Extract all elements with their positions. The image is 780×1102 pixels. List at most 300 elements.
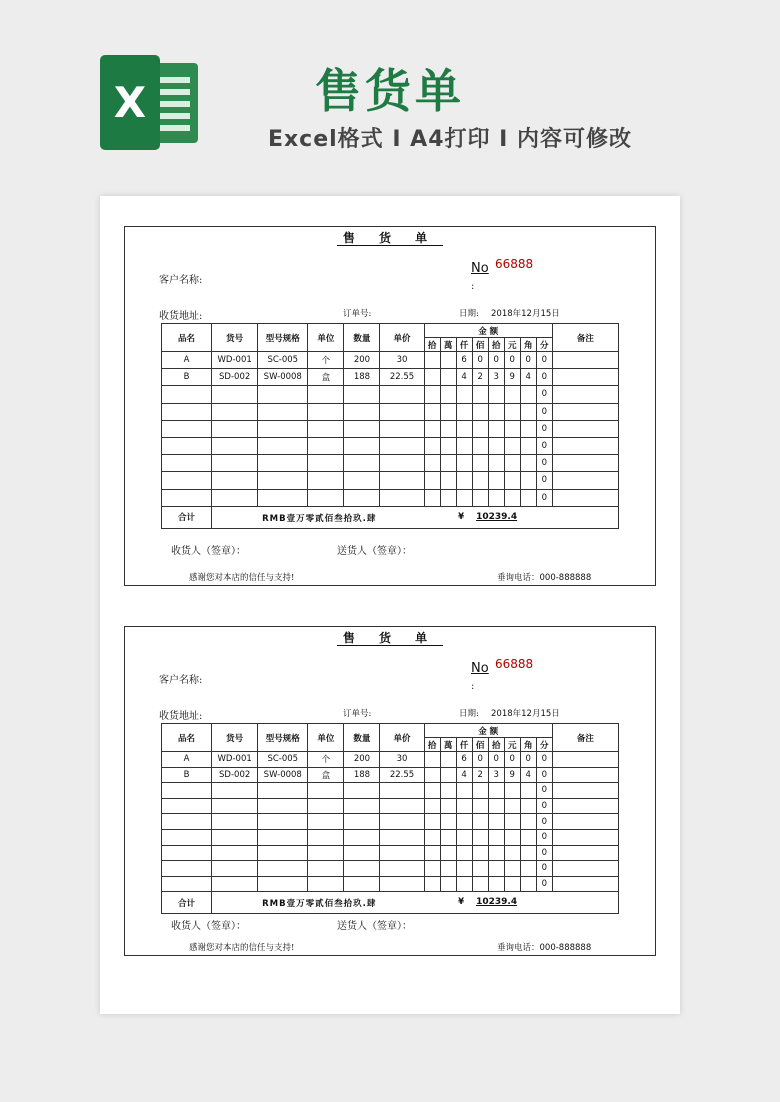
- cell-digit: [520, 876, 536, 892]
- cell-qty: [344, 437, 380, 454]
- cell-spec: [258, 437, 308, 454]
- cell-spec: [258, 861, 308, 877]
- total-label: 合计: [162, 892, 212, 914]
- sender-label: 送货人（签章）：: [337, 921, 412, 932]
- cell-name: A: [162, 752, 212, 768]
- cell-code: [212, 829, 258, 845]
- cell-code: [212, 845, 258, 861]
- yen-symbol: ¥: [458, 897, 465, 908]
- cell-digit: [488, 783, 504, 799]
- cell-digit: [456, 489, 472, 506]
- cell-digit: [440, 845, 456, 861]
- amount-digit-header: 分: [536, 338, 552, 352]
- cell-name: [162, 829, 212, 845]
- cell-digit: [504, 829, 520, 845]
- cell-digit: [424, 489, 440, 506]
- total-number: 10239.4: [476, 897, 518, 908]
- cell-digit: [456, 420, 472, 437]
- cell-qty: [344, 783, 380, 799]
- cell-remarks: [552, 876, 618, 892]
- cell-digit: [488, 876, 504, 892]
- table-row: [162, 861, 619, 877]
- cell-remarks: [552, 489, 618, 506]
- cell-spec: [258, 798, 308, 814]
- cell-digit: [520, 861, 536, 877]
- cell-digit: [472, 403, 488, 420]
- cell-spec: [258, 876, 308, 892]
- cell-price: [380, 420, 424, 437]
- amount-digit-header: 拾: [424, 338, 440, 352]
- cell-digit: [504, 876, 520, 892]
- cell-digit: [488, 386, 504, 403]
- cell-price: [380, 489, 424, 506]
- cell-digit: 0: [536, 437, 552, 454]
- cell-digit: [520, 489, 536, 506]
- cell-digit: [440, 369, 456, 386]
- date-label: 日期:: [459, 709, 479, 719]
- cell-digit: [424, 437, 440, 454]
- cell-unit: 个: [308, 752, 344, 768]
- cell-digit: [424, 876, 440, 892]
- cell-digit: [504, 472, 520, 489]
- cell-digit: 0: [536, 489, 552, 506]
- table-row: [162, 455, 619, 472]
- cell-digit: 4: [456, 369, 472, 386]
- cell-spec: [258, 814, 308, 830]
- cell-price: [380, 861, 424, 877]
- cell-digit: 9: [504, 369, 520, 386]
- amount-digit-header: 萬: [440, 738, 456, 752]
- receiver-label: 收货人（签章）：: [171, 546, 246, 557]
- cell-digit: [440, 814, 456, 830]
- cell-digit: [472, 489, 488, 506]
- cell-digit: [440, 783, 456, 799]
- cell-price: [380, 437, 424, 454]
- cell-digit: 0: [536, 369, 552, 386]
- cell-qty: [344, 798, 380, 814]
- cell-spec: [258, 829, 308, 845]
- cell-digit: 0: [472, 352, 488, 369]
- cell-digit: [520, 829, 536, 845]
- amount-digit-header: 角: [520, 738, 536, 752]
- cell-unit: [308, 437, 344, 454]
- cell-unit: [308, 455, 344, 472]
- cell-remarks: [552, 403, 618, 420]
- table-row: [162, 420, 619, 437]
- cell-digit: [456, 829, 472, 845]
- hotline-text: 垂询电话：000-888888: [497, 573, 592, 583]
- column-header: 货号: [212, 324, 258, 352]
- cell-code: WD-001: [212, 752, 258, 768]
- table-row: [162, 386, 619, 403]
- cell-unit: [308, 783, 344, 799]
- cell-digit: [424, 455, 440, 472]
- cell-digit: [504, 489, 520, 506]
- cell-name: [162, 455, 212, 472]
- date-label: 日期:: [459, 309, 479, 319]
- cell-digit: [488, 489, 504, 506]
- cell-qty: 188: [344, 369, 380, 386]
- table-row: [162, 798, 619, 814]
- cell-remarks: [552, 783, 618, 799]
- cell-name: [162, 876, 212, 892]
- cell-name: [162, 403, 212, 420]
- goods-table: [161, 723, 619, 914]
- cell-digit: [520, 455, 536, 472]
- number-label: No: [471, 661, 489, 676]
- cell-digit: [440, 420, 456, 437]
- table-row: [162, 829, 619, 845]
- cell-price: 22.55: [380, 767, 424, 783]
- total-label: 合计: [162, 506, 212, 528]
- order-label: 订单号:: [343, 709, 372, 719]
- logo-letter: X: [100, 55, 160, 150]
- cell-digit: [504, 403, 520, 420]
- cell-spec: [258, 472, 308, 489]
- date-value: 2018年12月15日: [491, 309, 560, 319]
- cell-digit: [520, 814, 536, 830]
- cell-remarks: [552, 386, 618, 403]
- table-row: [162, 814, 619, 830]
- cell-price: [380, 386, 424, 403]
- cell-digit: [472, 814, 488, 830]
- cell-digit: 4: [520, 369, 536, 386]
- cell-code: [212, 489, 258, 506]
- total-chinese: RMB壹万零贰佰叁拾玖.肆: [262, 513, 377, 524]
- number-colon: :: [471, 281, 475, 292]
- order-number: 66888: [495, 657, 534, 671]
- table-row: [162, 489, 619, 506]
- cell-digit: [504, 455, 520, 472]
- cell-digit: 0: [536, 783, 552, 799]
- cell-digit: 0: [536, 876, 552, 892]
- cell-digit: [472, 472, 488, 489]
- cell-spec: SC-005: [258, 752, 308, 768]
- cell-qty: 188: [344, 767, 380, 783]
- cell-digit: [488, 814, 504, 830]
- table-row: [162, 352, 619, 369]
- cell-digit: [440, 352, 456, 369]
- cell-price: 22.55: [380, 369, 424, 386]
- goods-table: [161, 323, 619, 529]
- cell-remarks: [552, 845, 618, 861]
- cell-digit: [488, 845, 504, 861]
- cell-digit: 2: [472, 767, 488, 783]
- cell-spec: [258, 455, 308, 472]
- cell-digit: [472, 876, 488, 892]
- table-row: [162, 767, 619, 783]
- cell-name: [162, 472, 212, 489]
- cell-digit: [472, 829, 488, 845]
- cell-spec: [258, 386, 308, 403]
- cell-remarks: [552, 767, 618, 783]
- column-header: 单价: [380, 724, 424, 752]
- cell-digit: [520, 845, 536, 861]
- cell-price: [380, 455, 424, 472]
- cell-remarks: [552, 829, 618, 845]
- cell-digit: [504, 798, 520, 814]
- cell-digit: 0: [488, 752, 504, 768]
- cell-digit: [440, 489, 456, 506]
- cell-digit: [472, 437, 488, 454]
- cell-code: SD-002: [212, 767, 258, 783]
- cell-digit: [456, 876, 472, 892]
- cell-digit: [424, 861, 440, 877]
- table-row: [162, 369, 619, 386]
- cell-unit: [308, 420, 344, 437]
- thanks-text: 感谢您对本店的信任与支持!: [189, 943, 295, 953]
- cell-digit: [424, 798, 440, 814]
- total-amount-cell: [212, 506, 619, 528]
- amount-digit-header: 拾: [424, 738, 440, 752]
- cell-digit: 0: [536, 814, 552, 830]
- cell-digit: [520, 472, 536, 489]
- cell-name: B: [162, 369, 212, 386]
- cell-qty: [344, 455, 380, 472]
- column-header: 单位: [308, 724, 344, 752]
- cell-digit: [472, 783, 488, 799]
- amount-digit-header: 拾: [488, 738, 504, 752]
- address-label: 收货地址:: [159, 711, 203, 722]
- cell-digit: [456, 845, 472, 861]
- cell-digit: [440, 472, 456, 489]
- number-label: No: [471, 261, 489, 276]
- cell-digit: [520, 386, 536, 403]
- address-label: 收货地址:: [159, 311, 203, 322]
- cell-digit: [488, 798, 504, 814]
- cell-digit: 0: [520, 352, 536, 369]
- column-header: 货号: [212, 724, 258, 752]
- table-row: [162, 752, 619, 768]
- column-header: 品名: [162, 324, 212, 352]
- cell-digit: 2: [472, 369, 488, 386]
- column-header: 品名: [162, 724, 212, 752]
- cell-spec: [258, 783, 308, 799]
- cell-price: [380, 783, 424, 799]
- cell-unit: 盒: [308, 369, 344, 386]
- cell-qty: 200: [344, 752, 380, 768]
- order-number: 66888: [495, 257, 534, 271]
- cell-spec: [258, 845, 308, 861]
- cell-remarks: [552, 814, 618, 830]
- sales-form: [124, 226, 656, 586]
- date-value: 2018年12月15日: [491, 709, 560, 719]
- customer-label: 客户名称:: [159, 675, 203, 686]
- table-row: [162, 783, 619, 799]
- cell-unit: [308, 876, 344, 892]
- cell-digit: [440, 876, 456, 892]
- column-header: 单位: [308, 324, 344, 352]
- cell-digit: [440, 403, 456, 420]
- cell-qty: 200: [344, 352, 380, 369]
- cell-name: B: [162, 767, 212, 783]
- cell-digit: [440, 437, 456, 454]
- column-header: 数量: [344, 324, 380, 352]
- cell-digit: [424, 752, 440, 768]
- cell-digit: [424, 767, 440, 783]
- remarks-header: 备注: [552, 324, 618, 352]
- cell-spec: [258, 403, 308, 420]
- column-header: 型号规格: [258, 324, 308, 352]
- cell-digit: [424, 829, 440, 845]
- cell-spec: SW-0008: [258, 767, 308, 783]
- cell-unit: [308, 814, 344, 830]
- cell-digit: 3: [488, 369, 504, 386]
- page-title: 售货单: [315, 64, 465, 118]
- cell-digit: 0: [520, 752, 536, 768]
- cell-name: [162, 386, 212, 403]
- amount-digit-header: 萬: [440, 338, 456, 352]
- cell-price: [380, 472, 424, 489]
- cell-digit: [456, 814, 472, 830]
- cell-digit: 0: [536, 403, 552, 420]
- cell-digit: [504, 420, 520, 437]
- cell-digit: [424, 783, 440, 799]
- table-row: [162, 472, 619, 489]
- cell-remarks: [552, 455, 618, 472]
- receiver-label: 收货人（签章）：: [171, 921, 246, 932]
- cell-digit: [520, 798, 536, 814]
- cell-unit: [308, 798, 344, 814]
- cell-code: [212, 420, 258, 437]
- cell-name: [162, 489, 212, 506]
- cell-digit: 0: [488, 352, 504, 369]
- yen-symbol: ¥: [458, 511, 465, 522]
- cell-spec: [258, 420, 308, 437]
- total-number: 10239.4: [476, 511, 518, 522]
- cell-digit: [440, 798, 456, 814]
- cell-price: [380, 876, 424, 892]
- cell-digit: [456, 455, 472, 472]
- cell-digit: 0: [536, 767, 552, 783]
- cell-remarks: [552, 369, 618, 386]
- cell-digit: 6: [456, 752, 472, 768]
- table-row: [162, 876, 619, 892]
- cell-digit: [488, 403, 504, 420]
- cell-digit: [440, 861, 456, 877]
- amount-digit-header: 佰: [472, 338, 488, 352]
- cell-digit: [424, 369, 440, 386]
- cell-digit: 0: [536, 845, 552, 861]
- cell-qty: [344, 386, 380, 403]
- amount-digit-header: 分: [536, 738, 552, 752]
- cell-digit: [440, 752, 456, 768]
- table-row: [162, 845, 619, 861]
- cell-code: [212, 437, 258, 454]
- cell-digit: 0: [536, 472, 552, 489]
- cell-digit: [504, 437, 520, 454]
- customer-label: 客户名称:: [159, 275, 203, 286]
- sender-label: 送货人（签章）：: [337, 546, 412, 557]
- cell-digit: [424, 472, 440, 489]
- table-row: [162, 437, 619, 454]
- cell-digit: [504, 845, 520, 861]
- cell-qty: [344, 814, 380, 830]
- column-header: 单价: [380, 324, 424, 352]
- cell-remarks: [552, 352, 618, 369]
- cell-unit: [308, 472, 344, 489]
- cell-price: [380, 845, 424, 861]
- cell-digit: [504, 861, 520, 877]
- cell-code: [212, 783, 258, 799]
- cell-digit: [440, 829, 456, 845]
- cell-price: [380, 798, 424, 814]
- table-row: [162, 403, 619, 420]
- amount-digit-header: 元: [504, 338, 520, 352]
- cell-remarks: [552, 798, 618, 814]
- cell-remarks: [552, 437, 618, 454]
- cell-digit: 3: [488, 767, 504, 783]
- cell-digit: 0: [536, 455, 552, 472]
- cell-unit: [308, 861, 344, 877]
- cell-digit: [504, 783, 520, 799]
- cell-price: 30: [380, 352, 424, 369]
- cell-digit: [488, 829, 504, 845]
- cell-digit: 6: [456, 352, 472, 369]
- cell-digit: [456, 472, 472, 489]
- number-colon: :: [471, 681, 475, 692]
- cell-unit: [308, 845, 344, 861]
- cell-qty: [344, 420, 380, 437]
- cell-digit: [424, 814, 440, 830]
- cell-qty: [344, 489, 380, 506]
- cell-price: [380, 403, 424, 420]
- thanks-text: 感谢您对本店的信任与支持!: [189, 573, 295, 583]
- cell-digit: [472, 861, 488, 877]
- cell-digit: [520, 420, 536, 437]
- cell-price: [380, 814, 424, 830]
- cell-digit: [488, 420, 504, 437]
- cell-digit: 0: [536, 798, 552, 814]
- cell-code: [212, 455, 258, 472]
- cell-price: 30: [380, 752, 424, 768]
- total-chinese: RMB壹万零贰佰叁拾玖.肆: [262, 899, 377, 910]
- cell-digit: [472, 386, 488, 403]
- cell-digit: [456, 783, 472, 799]
- cell-digit: [488, 455, 504, 472]
- cell-name: [162, 420, 212, 437]
- cell-code: [212, 814, 258, 830]
- cell-remarks: [552, 861, 618, 877]
- cell-unit: [308, 829, 344, 845]
- cell-digit: [472, 845, 488, 861]
- cell-name: [162, 814, 212, 830]
- form-title: 售 货 单: [125, 629, 655, 646]
- cell-code: [212, 876, 258, 892]
- cell-digit: [456, 437, 472, 454]
- cell-name: [162, 845, 212, 861]
- cell-code: SD-002: [212, 369, 258, 386]
- cell-code: [212, 472, 258, 489]
- cell-digit: [472, 420, 488, 437]
- column-header: 型号规格: [258, 724, 308, 752]
- cell-digit: [472, 455, 488, 472]
- cell-digit: [472, 798, 488, 814]
- cell-unit: [308, 386, 344, 403]
- cell-qty: [344, 829, 380, 845]
- cell-unit: 个: [308, 352, 344, 369]
- cell-digit: [456, 403, 472, 420]
- cell-unit: 盒: [308, 767, 344, 783]
- cell-remarks: [552, 752, 618, 768]
- cell-digit: 9: [504, 767, 520, 783]
- cell-digit: [456, 386, 472, 403]
- amount-digit-header: 角: [520, 338, 536, 352]
- cell-qty: [344, 876, 380, 892]
- cell-digit: [424, 386, 440, 403]
- cell-digit: 0: [472, 752, 488, 768]
- cell-digit: [488, 437, 504, 454]
